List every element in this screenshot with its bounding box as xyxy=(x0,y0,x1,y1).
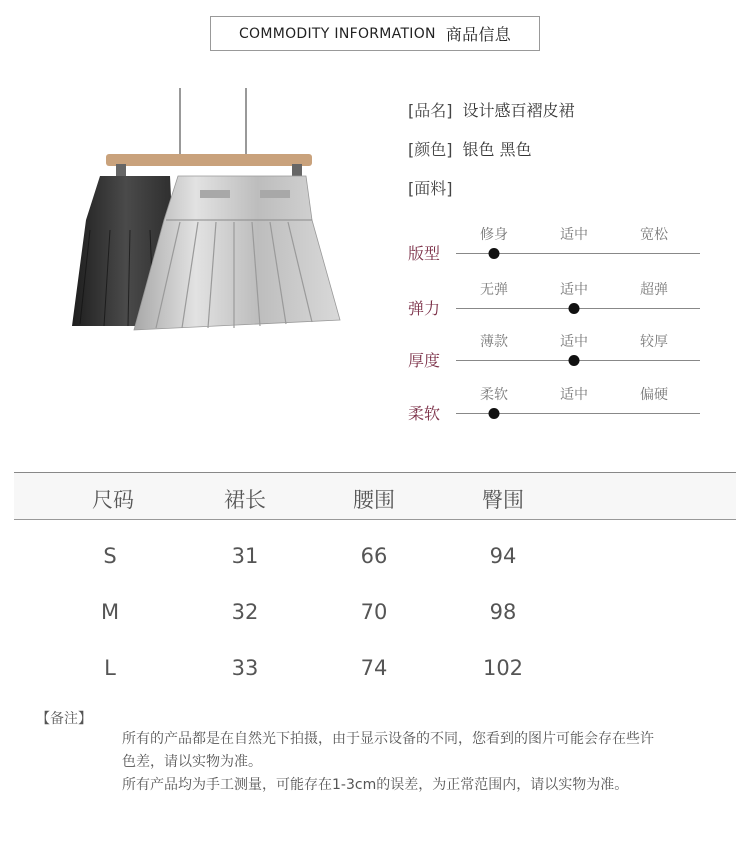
info-color-row xyxy=(408,137,532,160)
header-title-en: COMMODITY INFORMATION xyxy=(238,25,436,42)
table-cell: 98 xyxy=(489,600,517,624)
notes-line-2: 所有产品均为手工测量，可能存在1-3cm的误差，为正常范围内，请以实物为准。 xyxy=(122,777,629,793)
table-header-cell: 腰围 xyxy=(353,488,395,512)
table-cell: M xyxy=(100,600,120,624)
table-cell: 32 xyxy=(231,600,259,624)
info-name-row xyxy=(408,98,575,121)
slider-option: 适中 xyxy=(560,334,588,350)
slider-indicator-dot xyxy=(569,355,580,366)
slider-label: 厚度 xyxy=(408,351,441,370)
slider-option: 超弹 xyxy=(640,282,668,298)
silver-skirt-pocket-left xyxy=(200,190,230,198)
notes-title: 【备注】 xyxy=(36,711,92,727)
table-cell: 74 xyxy=(360,656,388,680)
table-cell: 66 xyxy=(360,544,388,568)
slider-indicator-dot xyxy=(489,408,500,419)
table-cell: 31 xyxy=(231,544,259,568)
table-cell: 33 xyxy=(231,656,259,680)
info-color-label: [颜色] xyxy=(408,140,453,159)
slider-indicator-dot xyxy=(489,248,500,259)
info-name-value: 设计感百褶皮裙 xyxy=(462,101,575,120)
slider-option: 偏硬 xyxy=(640,387,668,403)
slider-row xyxy=(408,331,700,371)
silver-skirt-pocket-right xyxy=(260,190,290,198)
table-cell: 102 xyxy=(482,656,524,680)
info-color-value: 银色 黑色 xyxy=(462,140,532,159)
slider-option: 宽松 xyxy=(640,227,668,243)
section-header xyxy=(210,16,540,51)
product-image xyxy=(60,80,380,360)
slider-label: 弹力 xyxy=(408,299,441,318)
slider-indicator-dot xyxy=(569,303,580,314)
table-header-cell: 裙长 xyxy=(224,488,266,512)
slider-option: 适中 xyxy=(560,282,588,298)
table-header-cell: 尺码 xyxy=(92,488,134,512)
skirt-illustration xyxy=(60,80,380,360)
slider-option: 较厚 xyxy=(640,334,668,350)
slider-row xyxy=(408,384,700,424)
slider-label: 柔软 xyxy=(408,404,441,423)
slider-row xyxy=(408,279,700,319)
hanger-bar xyxy=(106,154,312,166)
slider-option: 薄款 xyxy=(480,334,508,350)
table-cell: L xyxy=(104,656,116,680)
notes-body xyxy=(122,728,662,797)
slider-option: 适中 xyxy=(560,227,588,243)
table-cell: 70 xyxy=(360,600,388,624)
slider-option: 修身 xyxy=(480,227,508,243)
slider-row xyxy=(408,224,700,264)
table-header-cell: 臀围 xyxy=(482,488,524,512)
info-name-label: [品名] xyxy=(408,101,453,120)
header-title-cn: 商品信息 xyxy=(445,25,512,44)
slider-option: 适中 xyxy=(560,387,588,403)
table-cell: 94 xyxy=(489,544,517,568)
notes-line-1: 所有的产品都是在自然光下拍摄，由于显示设备的不同，您看到的图片可能会存在些许色差，请以实物为准。 xyxy=(122,731,654,770)
info-fabric-row xyxy=(408,176,463,199)
table-cell: S xyxy=(103,544,117,568)
slider-label: 版型 xyxy=(408,244,441,263)
slider-option: 柔软 xyxy=(480,387,508,403)
info-fabric-label: [面料] xyxy=(408,179,453,198)
slider-option: 无弹 xyxy=(480,282,508,298)
